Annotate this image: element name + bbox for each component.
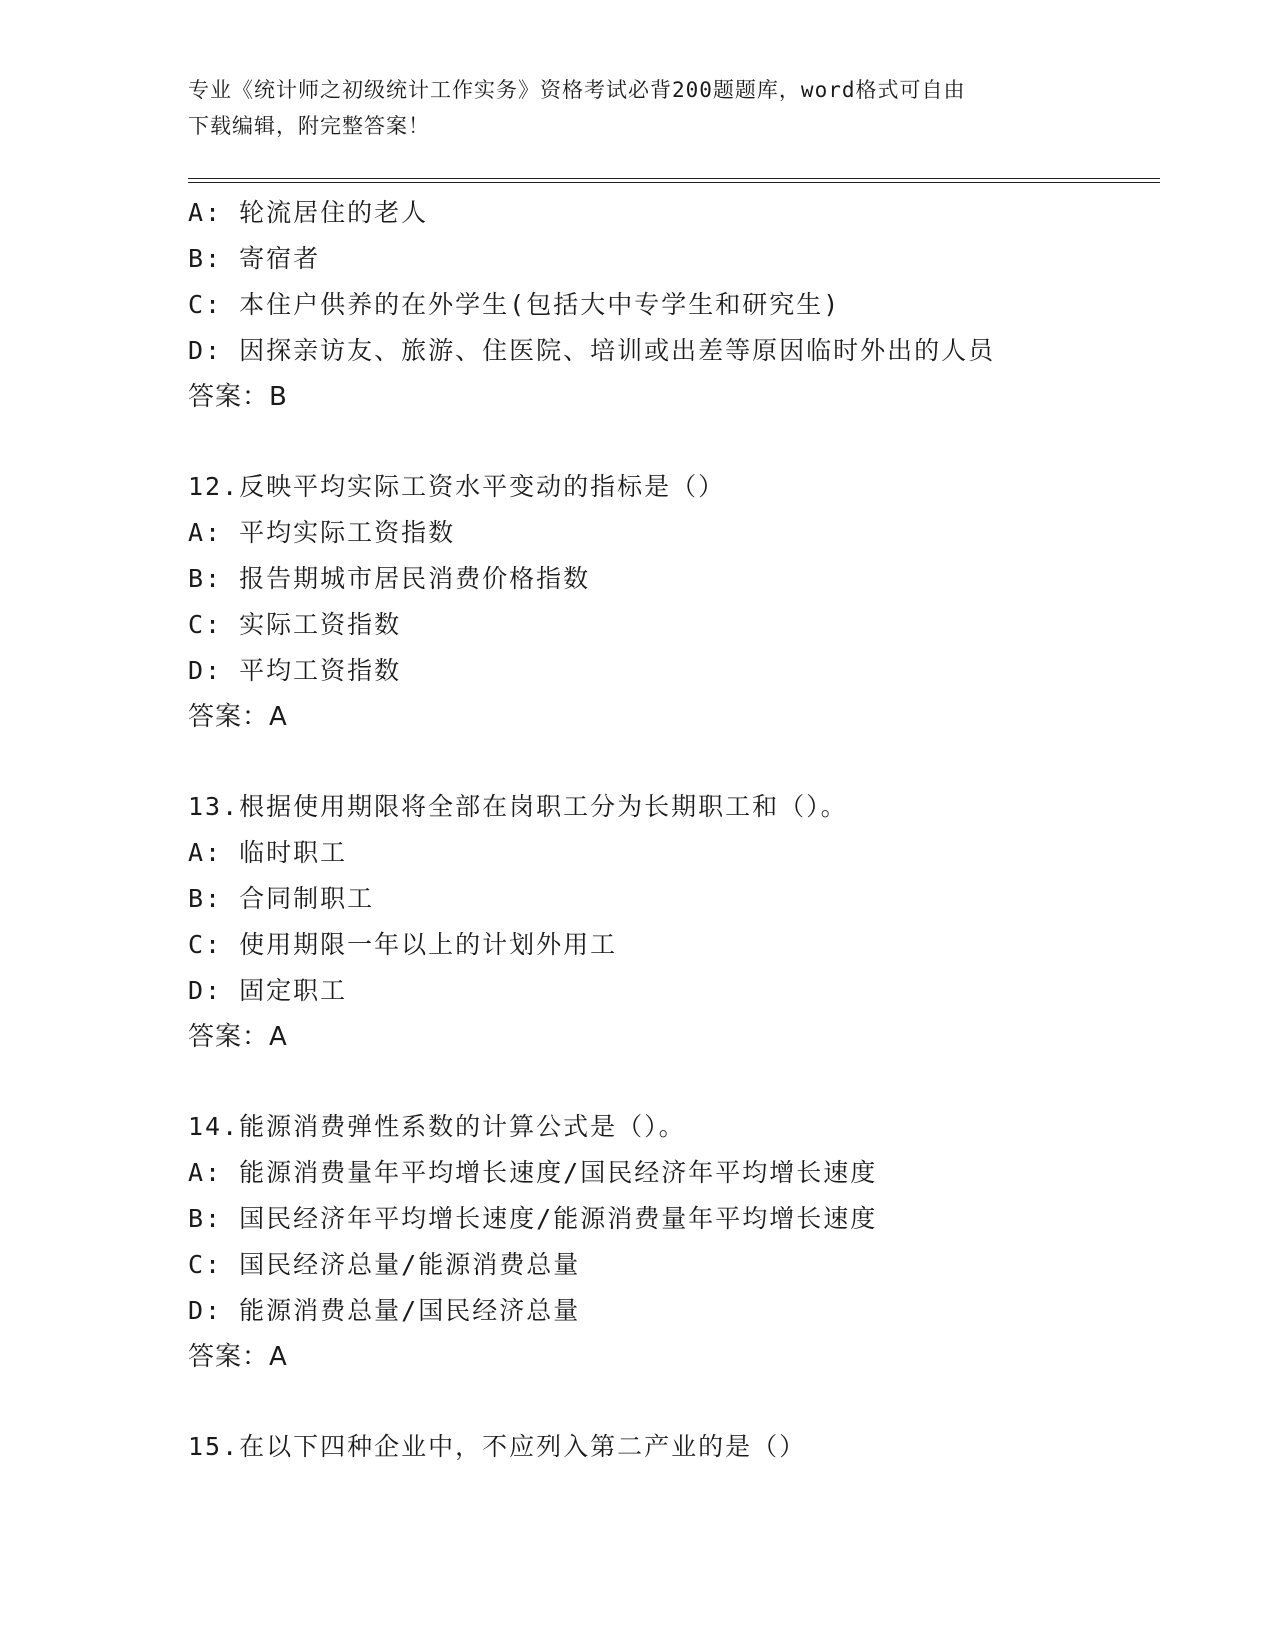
question-title: 13.根据使用期限将全部在岗职工分为长期职工和（）。 <box>188 792 848 821</box>
option-a: A: 轮流居住的老人 <box>188 198 429 227</box>
answer-line: 答案：B <box>188 382 288 412</box>
question-title: 15.在以下四种企业中，不应列入第二产业的是（） <box>188 1432 807 1461</box>
answer-line: 答案：A <box>188 702 288 732</box>
spacer <box>188 420 1168 464</box>
question-title: 12.反映平均实际工资水平变动的指标是（） <box>188 472 726 501</box>
header-line-1: 专业《统计师之初级统计工作实务》资格考试必背200题题库，word格式可自由 <box>188 78 966 102</box>
option-c: C: 本住户供养的在外学生(包括大中专学生和研究生) <box>188 290 841 319</box>
option-a: A: 平均实际工资指数 <box>188 518 456 547</box>
document-header <box>188 72 1088 144</box>
option-b: B: 寄宿者 <box>188 244 321 273</box>
header-divider-bottom <box>188 182 1160 183</box>
option-a: A: 临时职工 <box>188 838 348 867</box>
spacer <box>188 740 1168 784</box>
question-15 <box>188 1424 1168 1470</box>
spacer <box>188 1060 1168 1104</box>
option-c: C: 实际工资指数 <box>188 610 402 639</box>
question-12 <box>188 464 1168 740</box>
header-divider-top <box>188 178 1160 179</box>
question-13 <box>188 784 1168 1060</box>
option-c: C: 国民经济总量/能源消费总量 <box>188 1250 581 1279</box>
option-d: D: 因探亲访友、旅游、住医院、培训或出差等原因临时外出的人员 <box>188 336 996 365</box>
answer-line: 答案：A <box>188 1022 288 1052</box>
question-title: 14.能源消费弹性系数的计算公式是（）。 <box>188 1112 686 1141</box>
spacer <box>188 1380 1168 1424</box>
option-c: C: 使用期限一年以上的计划外用工 <box>188 930 618 959</box>
option-d: D: 平均工资指数 <box>188 656 402 685</box>
option-b: B: 合同制职工 <box>188 884 375 913</box>
option-a: A: 能源消费量年平均增长速度/国民经济年平均增长速度 <box>188 1158 878 1187</box>
answer-line: 答案：A <box>188 1342 288 1372</box>
option-d: D: 能源消费总量/国民经济总量 <box>188 1296 581 1325</box>
question-11 <box>188 190 1168 420</box>
question-list <box>188 190 1168 1470</box>
option-d: D: 固定职工 <box>188 976 348 1005</box>
question-14 <box>188 1104 1168 1380</box>
option-b: B: 国民经济年平均增长速度/能源消费量年平均增长速度 <box>188 1204 878 1233</box>
option-b: B: 报告期城市居民消费价格指数 <box>188 564 591 593</box>
header-line-2: 下载编辑，附完整答案！ <box>188 114 430 138</box>
